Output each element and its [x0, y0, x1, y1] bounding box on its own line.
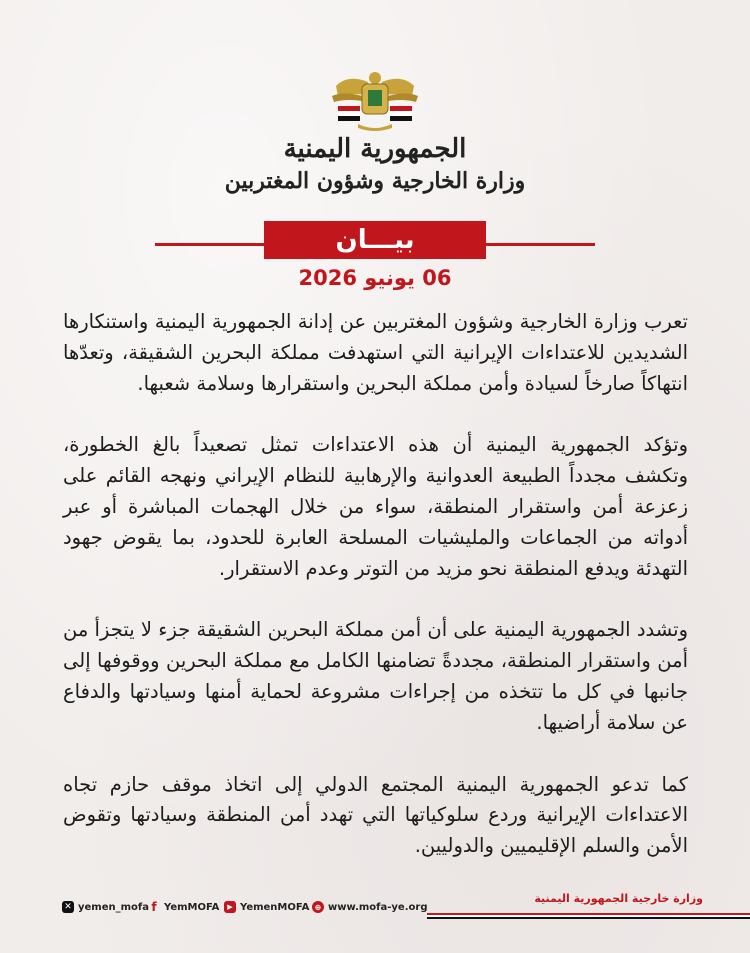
statement-title: بيـــان [264, 221, 486, 259]
globe-icon: ⊕ [312, 901, 324, 913]
header-ministry-name: وزارة الخارجية وشؤون المغتربين [224, 168, 526, 194]
social-x[interactable] [62, 901, 149, 913]
social-facebook-handle: YemMOFA [164, 901, 220, 913]
paragraph-4: كما تدعو الجمهورية اليمنية المجتمع الدولي إلى اتخاذ موقف حازم تجاه الاعتداءات الإيرانية وردع سلوكياتها التي تهدد أمن المنطقة وسيادتها وتقوض الأمن والسلم الإقليميين والدوليين. [63, 772, 688, 858]
x-icon: ✕ [62, 901, 74, 913]
social-youtube-handle: YemenMOFA [240, 901, 310, 913]
social-youtube[interactable] [224, 901, 309, 913]
social-web-url: www.mofa-ye.org [328, 901, 428, 913]
youtube-icon: ▶ [224, 901, 236, 913]
footer-organization: وزارة خارجية الجمهورية اليمنية [534, 892, 703, 905]
yemen-emblem-icon [328, 66, 422, 134]
paragraph-1: تعرب وزارة الخارجية وشؤون المغتربين عن إدانة الجمهورية اليمنية واستنكارها الشديدين للاعتداءات الإيرانية التي استهدفت مملكة البحرين الشقيقة، وتعدّها انتهاكاً صارخاً لسيادة وأمن مملكة البحرين واستقرارها وسلامة شعبها. [63, 310, 688, 395]
paragraph-2: وتؤكد الجمهورية اليمنية أن هذه الاعتداءات تمثل تصعيداً بالغ الخطورة، وتكشف مجدداً الطبيعة العدوانية والإرهابية للنظام الإيراني ونهجه القائم على زعزعة أمن واستقرار المنطقة، سواء من خلال الهجمات المباشرة أو عبر أدواته من الجماعات والمليشيات المسلحة العابرة للحدود، بما يقوض جهود التهدئة ويدفع المنطقة نحو مزيد من التوتر وعدم الاستقرار. [63, 433, 688, 580]
facebook-icon: f [151, 900, 157, 914]
statement-body [63, 307, 688, 893]
footer-flag-bar [427, 913, 750, 919]
statement-date: 06 يونيو 2026 [298, 266, 452, 290]
social-web[interactable] [312, 901, 427, 913]
social-facebook[interactable] [148, 901, 219, 913]
social-x-handle: yemen_mofa [78, 901, 150, 913]
header-republic-name: الجمهورية اليمنية [283, 134, 467, 164]
paragraph-3: وتشدد الجمهورية اليمنية على أن أمن مملكة البحرين الشقيقة جزء لا يتجزأ من أمن واستقرار المنطقة، مجددةً تضامنها الكامل مع مملكة البحرين ووقوفها إلى جانبها في كل ما تتخذه من إجراءات مشروعة لحماية أمنها وسيادتها والدفاع عن سلامة أراضيها. [63, 618, 688, 734]
